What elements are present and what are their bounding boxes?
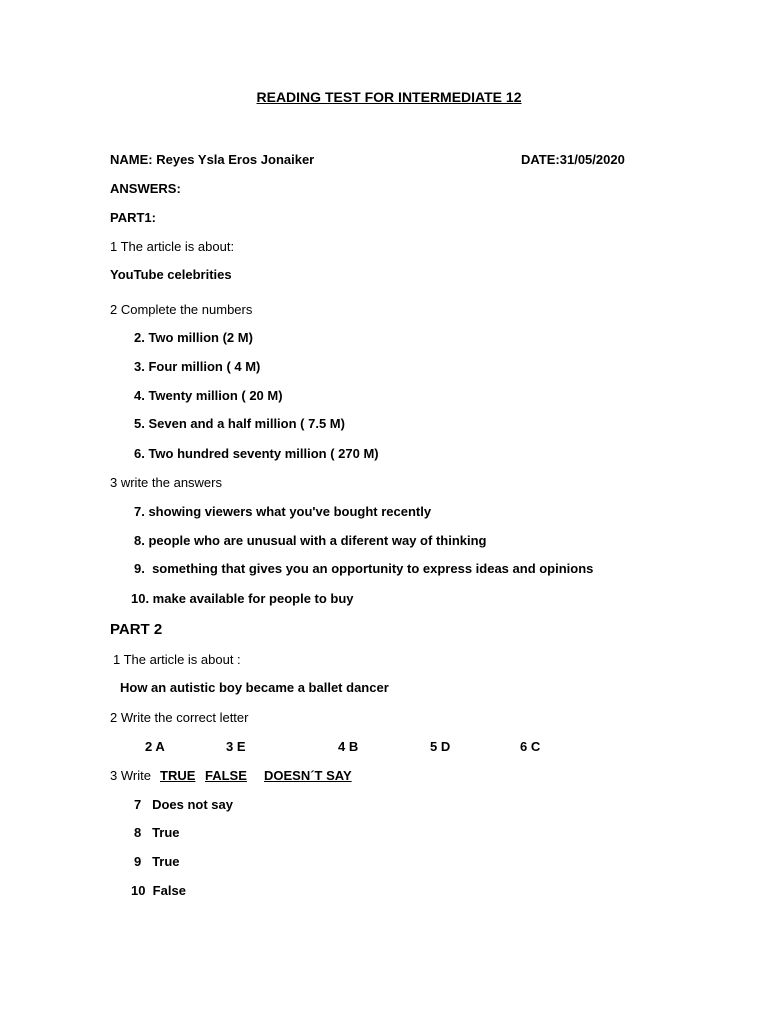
part2-q2-letter: 4 B bbox=[338, 739, 359, 754]
test-date: DATE:31/05/2020 bbox=[521, 152, 625, 167]
part2-q3-item: 7 Does not say bbox=[134, 797, 233, 812]
page-title: READING TEST FOR INTERMEDIATE 12 bbox=[256, 89, 522, 105]
part2-q3-item: 9 True bbox=[134, 854, 180, 869]
part1-q3-item: 8. people who are unusual with a diferent way of thinking bbox=[134, 533, 487, 548]
part2-q1-prompt: 1 The article is about : bbox=[113, 652, 241, 667]
part2-q2-letter: 3 E bbox=[226, 739, 246, 754]
option-doesnt-say: DOESN´T SAY bbox=[264, 768, 352, 783]
part1-q2-item: 3. Four million ( 4 M) bbox=[134, 359, 261, 374]
part1-q2-item: 4. Twenty million ( 20 M) bbox=[134, 388, 283, 403]
part1-q3-item: 9. something that gives you an opportunity to express ideas and opinions bbox=[134, 561, 594, 576]
part1-q3-item: 10. make available for people to buy bbox=[131, 591, 354, 606]
part2-q3-item: 8 True bbox=[134, 825, 180, 840]
part1-q3-item: 7. showing viewers what you've bought recently bbox=[134, 504, 432, 519]
part1-q2-item: 5. Seven and a half million ( 7.5 M) bbox=[134, 416, 345, 431]
part2-q2-prompt: 2 Write the correct letter bbox=[110, 710, 249, 725]
part1-q1-prompt: 1 The article is about: bbox=[110, 239, 235, 254]
part2-q2-letter: 2 A bbox=[145, 739, 165, 754]
part2-q2-letter: 5 D bbox=[430, 739, 451, 754]
answers-label: ANSWERS: bbox=[110, 181, 181, 196]
option-true: TRUE bbox=[160, 768, 196, 783]
part1-label: PART1: bbox=[110, 210, 156, 225]
part1-q1-answer: YouTube celebrities bbox=[110, 267, 232, 282]
part2-label: PART 2 bbox=[110, 621, 163, 638]
option-false: FALSE bbox=[205, 768, 247, 783]
part1-q3-prompt: 3 write the answers bbox=[110, 475, 222, 490]
part2-q3-item: 10 False bbox=[131, 883, 186, 898]
part2-q1-answer: How an autistic boy became a ballet dancer bbox=[120, 680, 389, 695]
student-name: NAME: Reyes Ysla Eros Jonaiker bbox=[110, 152, 315, 167]
part2-q3-prompt: 3 Write bbox=[110, 768, 155, 783]
part1-q2-prompt: 2 Complete the numbers bbox=[110, 302, 253, 317]
part1-q2-item: 2. Two million (2 M) bbox=[134, 330, 253, 345]
part1-q2-item: 6. Two hundred seventy million ( 270 M) bbox=[134, 446, 379, 461]
part2-q2-letter: 6 C bbox=[520, 739, 541, 754]
